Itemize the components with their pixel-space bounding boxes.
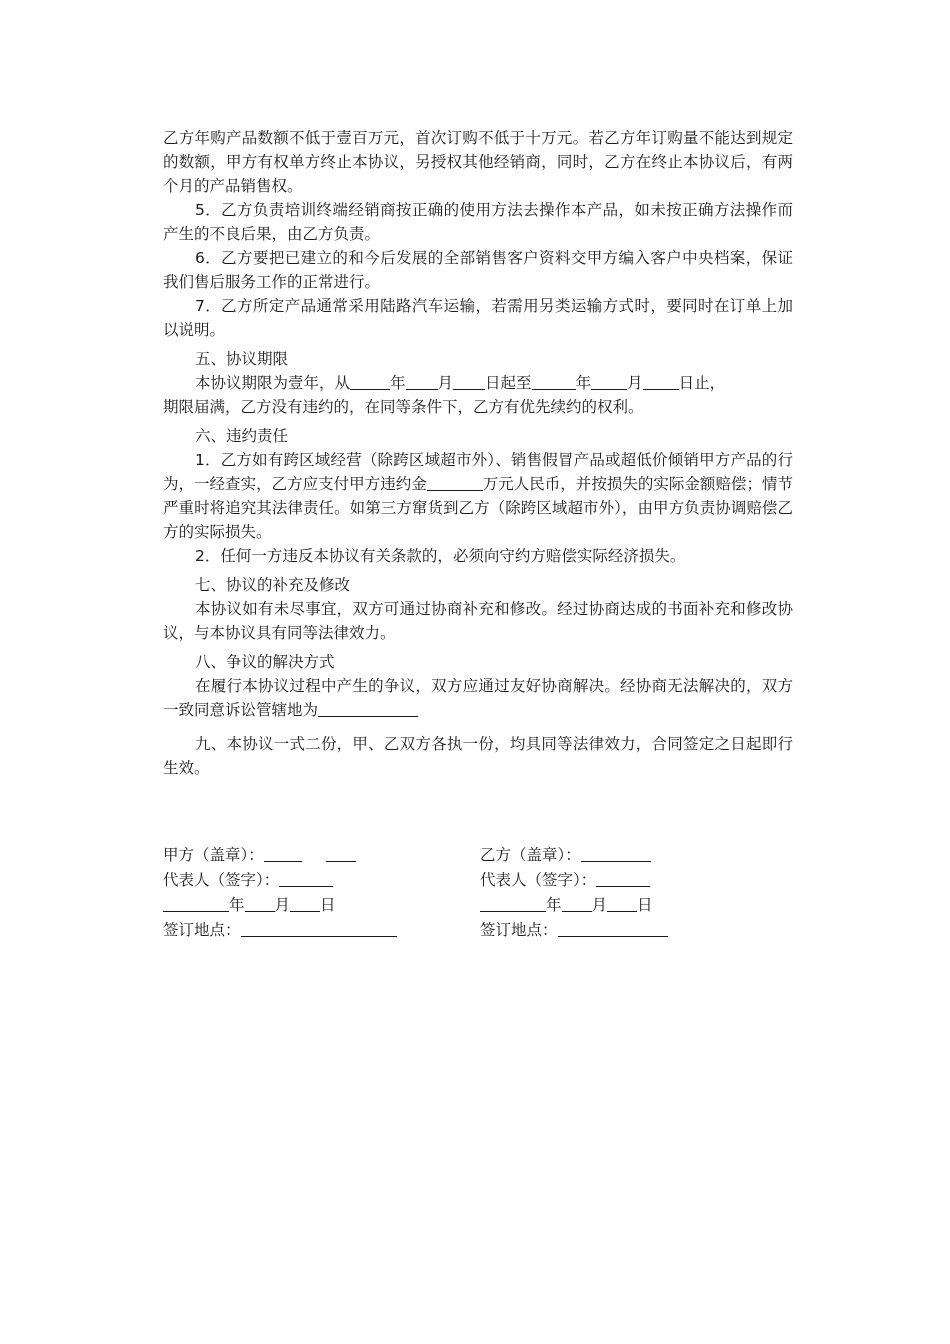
section-8-body [163, 674, 793, 722]
party-b-rep-label: 代表人（签字）： [480, 871, 597, 889]
section-5-term [163, 371, 793, 395]
clause-6: 6．乙方要把已建立的和今后发展的全部销售客户资料交甲方编入客户中央档案，保证我们售后服务工作的正常进行。 [163, 249, 793, 291]
item-1-text-b: 万元人民币，并按损失的实际金额赔偿；情节严重时将追究其法律责任。如第三方窜货到乙方（除跨区域超市外），由甲方负责协调赔偿乙方的实际损失。 [163, 475, 793, 541]
start-year-blank[interactable] [350, 374, 390, 390]
start-day-blank[interactable] [453, 374, 485, 390]
section-7-heading: 七、协议的补充及修改 [195, 576, 351, 594]
contract-body [163, 126, 793, 780]
jurisdiction-blank[interactable] [318, 701, 418, 717]
party-a-year-blank[interactable] [163, 896, 229, 912]
party-b-year-label: 年 [546, 896, 562, 914]
end-day-label: 日止， [678, 374, 726, 392]
end-year-label: 年 [575, 374, 592, 392]
party-b-day-label: 日 [637, 896, 653, 914]
party-b-seal-label: 乙方（盖章）： [480, 846, 581, 864]
place-row [163, 918, 803, 943]
section-6-item-2: 2．任何一方违反本协议有关条款的，必须向守约方赔偿实际经济损失。 [195, 547, 686, 565]
clause-5: 5．乙方负责培训终端经销商按正确的使用方法去操作本产品，如未按正确方法操作而产生的不良后果，由乙方负责。 [163, 201, 793, 243]
party-a-seal-blank[interactable] [264, 846, 302, 862]
party-a-rep-label: 代表人（签字）： [163, 871, 280, 889]
section-8-heading: 八、争议的解决方式 [195, 653, 335, 671]
party-b-year-blank[interactable] [480, 896, 546, 912]
party-a-day-blank[interactable] [290, 896, 320, 912]
end-year-blank[interactable] [532, 374, 576, 390]
start-month-blank[interactable] [406, 374, 438, 390]
section-9-body: 九、本协议一式二份，甲、乙双方各执一份，均具同等法律效力，合同签定之日起即行生效。 [163, 735, 793, 777]
party-b-place-blank[interactable] [558, 921, 668, 937]
party-b-month-blank[interactable] [562, 896, 592, 912]
section-7-body: 本协议如有未尽事宜，双方可通过协商补充和修改。经过协商达成的书面补充和修改协议，与本协议具有同等法律效力。 [163, 600, 793, 642]
party-b-day-blank[interactable] [607, 896, 637, 912]
clause-4-continued: 乙方年购产品数额不低于壹百万元，首次订购不低于十万元。若乙方年订购量不能达到规定的数额，甲方有权单方终止本协议，另授权其他经销商，同时，乙方在终止本协议后，有两个月的产品销售权。 [163, 129, 793, 195]
party-b-seal-blank[interactable] [581, 846, 651, 862]
party-a-place-blank[interactable] [241, 921, 397, 937]
party-a-year-label: 年 [229, 896, 245, 914]
party-a-month-label: 月 [274, 896, 291, 914]
end-month-label: 月 [627, 374, 643, 392]
end-day-blank[interactable] [643, 374, 679, 390]
representative-row [163, 868, 803, 893]
party-a-month-blank[interactable] [245, 896, 275, 912]
end-month-blank[interactable] [591, 374, 627, 390]
party-a-day-label: 日 [320, 896, 336, 914]
start-day-label: 日起至 [485, 374, 532, 392]
section-5-renewal: 期限届满，乙方没有违约的，在同等条件下，乙方有优先续约的权利。 [163, 398, 644, 416]
seal-row [163, 843, 803, 868]
party-b-month-label: 月 [591, 896, 608, 914]
section-5-heading: 五、协议期限 [195, 350, 289, 368]
signature-block [163, 843, 803, 943]
party-a-seal-blank-2[interactable] [326, 846, 356, 862]
term-text-start: 本协议期限为壹年，从 [195, 374, 351, 392]
party-b-rep-blank[interactable] [596, 871, 650, 887]
start-year-label: 年 [390, 374, 406, 392]
penalty-amount-blank[interactable] [427, 475, 483, 491]
clause-7: 7．乙方所定产品通常采用陆路汽车运输，若需用另类运输方式时，要同时在订单上加以说明。 [163, 297, 793, 339]
start-month-label: 月 [437, 374, 454, 392]
party-b-place-label: 签订地点： [480, 921, 558, 939]
party-a-place-label: 签订地点： [163, 921, 241, 939]
section-6-heading: 六、违约责任 [195, 427, 289, 445]
party-a-seal-label: 甲方（盖章）： [163, 846, 264, 864]
item-1-text-a: 1．乙方如有跨区域经营（除跨区域超市外）、销售假冒产品或超低价倾销甲方产品的行为，一经查实，乙方应支付甲方违约金 [163, 451, 793, 493]
dispute-text: 在履行本协议过程中产生的争议，双方应通过友好协商解决。经协商无法解决的，双方一致同意诉讼管辖地为 [163, 677, 793, 719]
date-row [163, 893, 803, 918]
section-6-item-1 [163, 448, 793, 544]
party-a-rep-blank[interactable] [279, 871, 333, 887]
